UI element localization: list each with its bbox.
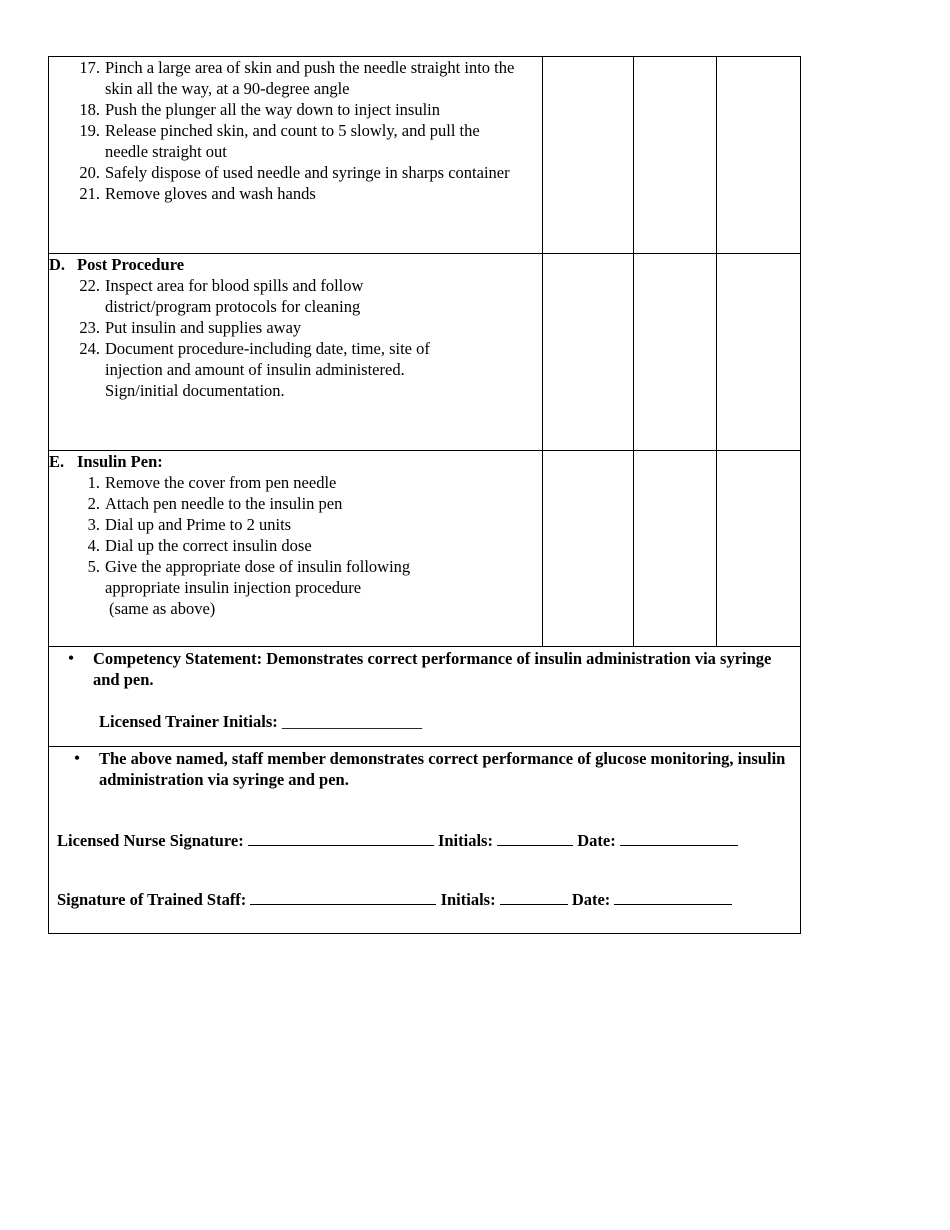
- competency-checklist-table: [48, 56, 801, 934]
- list-item: 18. Push the plunger all the way down to inject insulin: [79, 100, 440, 119]
- section-e-cell: [49, 451, 543, 647]
- signoff-row: [49, 747, 801, 934]
- bullet-icon: •: [68, 650, 74, 667]
- list-item: 21. Remove gloves and wash hands: [79, 184, 316, 203]
- section-d-step-list: [49, 275, 542, 401]
- section-c-steps-cell: [49, 57, 543, 254]
- check-cell[interactable]: [543, 451, 633, 647]
- competency-statement: • Competency Statement: Demonstrates correct performance of insulin administration via syringe and pen.: [49, 648, 800, 690]
- check-cell[interactable]: [543, 254, 633, 451]
- list-item: 20. Safely dispose of used needle and syringe in sharps container: [79, 163, 510, 182]
- list-item: 17. Pinch a large area of skin and push the needle straight into the skin all the way, at a 90-degree angle: [79, 58, 515, 98]
- section-e-heading: E. Insulin Pen:: [49, 452, 163, 471]
- staff-date-field[interactable]: [614, 890, 732, 905]
- list-item: 23. Put insulin and supplies away: [79, 318, 302, 337]
- section-e-row: [49, 451, 801, 647]
- section-e-step-list: [49, 472, 542, 619]
- list-item: 22. Inspect area for blood spills and follow district/program protocols for cleaning: [79, 276, 364, 316]
- trained-staff-signature-line: Signature of Trained Staff: Initials: Date:: [49, 889, 800, 910]
- competency-row: [49, 647, 801, 747]
- list-item: 24. Document procedure-including date, time, site of injection and amount of insulin administered. Sign/initial documentation.: [79, 339, 430, 400]
- section-c-step-list: [49, 57, 542, 204]
- check-cell[interactable]: [633, 451, 716, 647]
- staff-signature-field[interactable]: [250, 890, 436, 905]
- nurse-initials-field[interactable]: [497, 831, 573, 846]
- section-d-cell: [49, 254, 543, 451]
- licensed-trainer-initials: Licensed Trainer Initials: _________________: [99, 712, 423, 731]
- staff-initials-field[interactable]: [500, 890, 568, 905]
- list-item: 4. Dial up the correct insulin dose: [87, 536, 312, 555]
- same-as-above-note: (same as above): [109, 599, 216, 618]
- section-c-row: [49, 57, 801, 254]
- check-cell[interactable]: [633, 57, 716, 254]
- competency-cell: [49, 647, 801, 747]
- list-item: 3. Dial up and Prime to 2 units: [87, 515, 292, 534]
- check-cell[interactable]: [543, 57, 633, 254]
- check-cell[interactable]: [716, 451, 800, 647]
- trainer-initials-field[interactable]: _________________: [281, 712, 423, 731]
- section-d-row: [49, 254, 801, 451]
- signoff-cell: [49, 747, 801, 934]
- step-5-text: Give the appropriate dose of insulin following appropriate insulin injection procedure: [105, 557, 411, 597]
- list-item: 5. Give the appropriate dose of insulin following appropriate insulin injection procedure (same as above): [87, 557, 411, 618]
- signoff-statement: • The above named, staff member demonstrates correct performance of glucose monitoring, insulin administration via syringe and pen.: [49, 748, 800, 790]
- check-cell[interactable]: [716, 254, 800, 451]
- nurse-date-field[interactable]: [620, 831, 738, 846]
- check-cell[interactable]: [633, 254, 716, 451]
- list-item: 1. Remove the cover from pen needle: [87, 473, 337, 492]
- section-d-heading: D. Post Procedure: [49, 255, 185, 274]
- licensed-nurse-signature-line: Licensed Nurse Signature: Initials: Date:: [49, 830, 800, 851]
- list-item: 19. Release pinched skin, and count to 5 slowly, and pull the needle straight out: [79, 121, 480, 161]
- nurse-signature-field[interactable]: [248, 831, 434, 846]
- list-item: 2. Attach pen needle to the insulin pen: [87, 494, 343, 513]
- bullet-icon: •: [74, 750, 80, 767]
- check-cell[interactable]: [716, 57, 800, 254]
